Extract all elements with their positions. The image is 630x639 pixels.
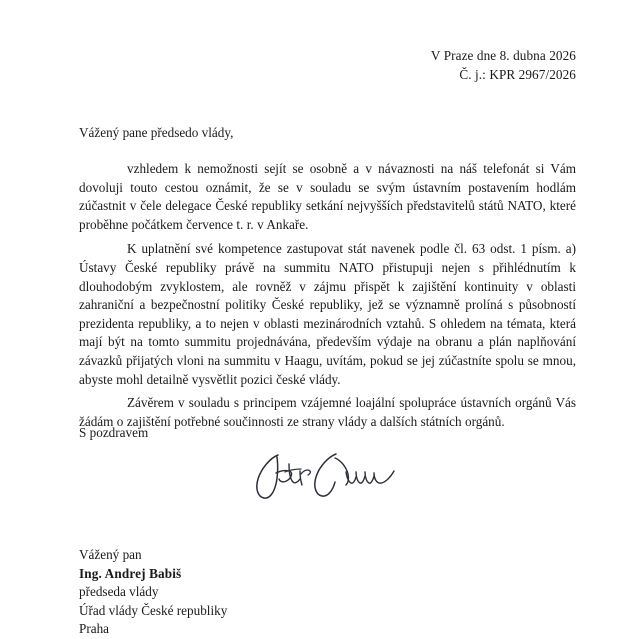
- paragraph-3: Závěrem v souladu s principem vzájemné loajální spolupráce ústavních orgánů Vás žádám o zajištění potřebné součinnosti ze strany vlády a dalších státních orgánů.: [79, 395, 576, 429]
- addressee-honorific: Vážený pan: [79, 547, 142, 562]
- letter-header: [431, 46, 576, 84]
- addressee-institution: Úřad vlády České republiky: [79, 602, 228, 618]
- addressee-name: Ing. Andrej Babiš: [79, 565, 182, 581]
- closing-line: S pozdravem: [79, 425, 149, 440]
- addressee-title: předseda vlády: [79, 584, 159, 599]
- paragraph-2: K uplatnění své kompetence zastupovat stát navenek podle čl. 63 odst. 1 písm. a) Ústavy České republiky právě na summitu NATO přistupuji nejen s přihlédnutím k dlouhodobým zvyklostem, ale rovněž v zájmu přispět k zajištění kontinuity v oblasti zahraniční a bezpečnostní politiky České republiky, jež se významně prolíná s působností prezidenta republiky, a to nejen v oblasti mezinárodních vztahů. S ohledem na témata, která mají být na tomto summitu projednávána, především výdaje na obranu a plán naplňování závazků přijatých vloni na summitu v Haagu, uvítám, pokud se jej zúčastníte spolu se mnou, abyste mohl detailně vysvětlit pozici české vlády.: [79, 241, 576, 387]
- salutation: Vážený pane předsedo vlády,: [79, 125, 234, 140]
- addressee-city: Praha: [79, 621, 110, 636]
- letter-body: [79, 124, 576, 431]
- signature-handwritten: [248, 448, 398, 506]
- paragraph-1: vzhledem k nemožnosti sejít se osobně a v návaznosti na náš telefonát si Vám dovoluji touto cestou oznámit, že se v souladu se svým ústavním postavením hodlám zúčastnit v čele delegace České republiky setkání nejvyšších představitelů států NATO, které proběhne počátkem července t. r. v Ankaře.: [79, 161, 576, 232]
- place-and-date: V Praze dne 8. dubna 2026: [430, 48, 576, 63]
- reference-number: Č. j.: KPR 2967/2026: [459, 67, 576, 82]
- addressee-block: [79, 546, 227, 639]
